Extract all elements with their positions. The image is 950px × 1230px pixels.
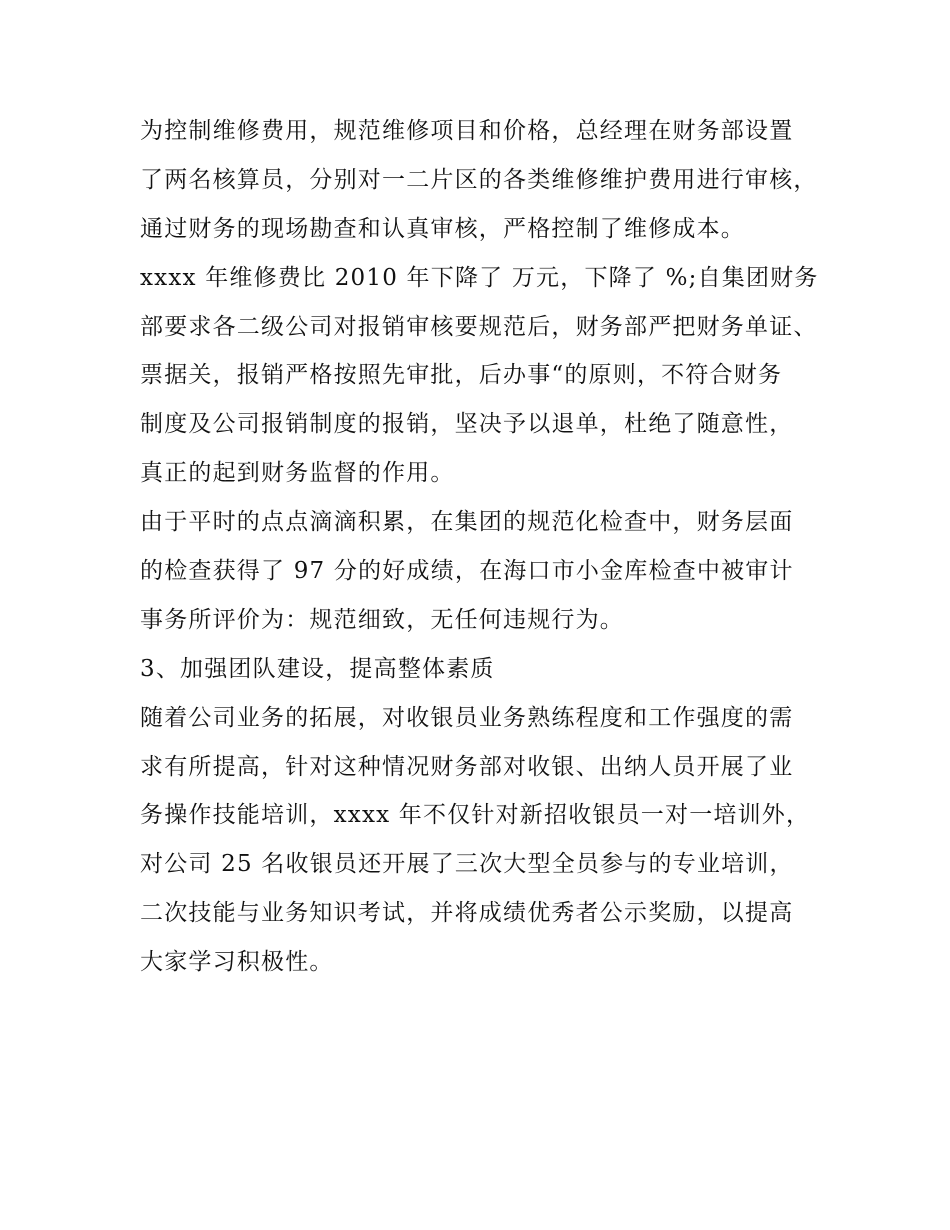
text-line: 求有所提高，针对这种情况财务部对收银、出纳人员开展了业 [140, 753, 794, 780]
text-line: 由于平时的点点滴滴积累，在集团的规范化检查中，财务层面 [140, 509, 794, 536]
text-line: 的检查获得了 97 分的好成绩，在海口市小金库检查中被审计 [140, 558, 794, 585]
text-line: 真正的起到财务监督的作用。 [140, 460, 455, 487]
text-line: 票据关，报销严格按照先审批，后办事“的原则，不符合财务 [140, 362, 783, 389]
section-heading: 3、加强团队建设，提高整体素质 [140, 655, 495, 682]
text-line: 二次技能与业务知识考试，并将成绩优秀者公示奖励，以提高 [140, 900, 794, 927]
text-line: 随着公司业务的拓展，对收银员业务熟练程度和工作强度的需 [140, 704, 794, 731]
text-line: 务操作技能培训，xxxx 年不仅针对新招收银员一对一培训外， [140, 802, 811, 829]
text-line: 事务所评价为：规范细致，无任何违规行为。 [140, 606, 624, 633]
text-line: 通过财务的现场勘查和认真审核，严格控制了维修成本。 [140, 215, 745, 242]
text-line: 了两名核算员，分别对一二片区的各类维修维护费用进行审核， [140, 166, 818, 193]
text-line: 对公司 25 名收银员还开展了三次大型全员参与的专业培训， [140, 851, 794, 878]
text-line: 部要求各二级公司对报销审核要规范后，财务部严把财务单证、 [140, 313, 818, 340]
body-text [140, 107, 840, 987]
text-line: 制度及公司报销制度的报销，坚决予以退单，杜绝了随意性， [140, 411, 794, 438]
text-line: 为控制维修费用，规范维修项目和价格，总经理在财务部设置 [140, 118, 794, 144]
text-line: 大家学习积极性。 [140, 949, 334, 976]
text-line: xxxx 年维修费比 2010 年下降了 万元，下降了 %;自集团财务 [140, 264, 819, 291]
